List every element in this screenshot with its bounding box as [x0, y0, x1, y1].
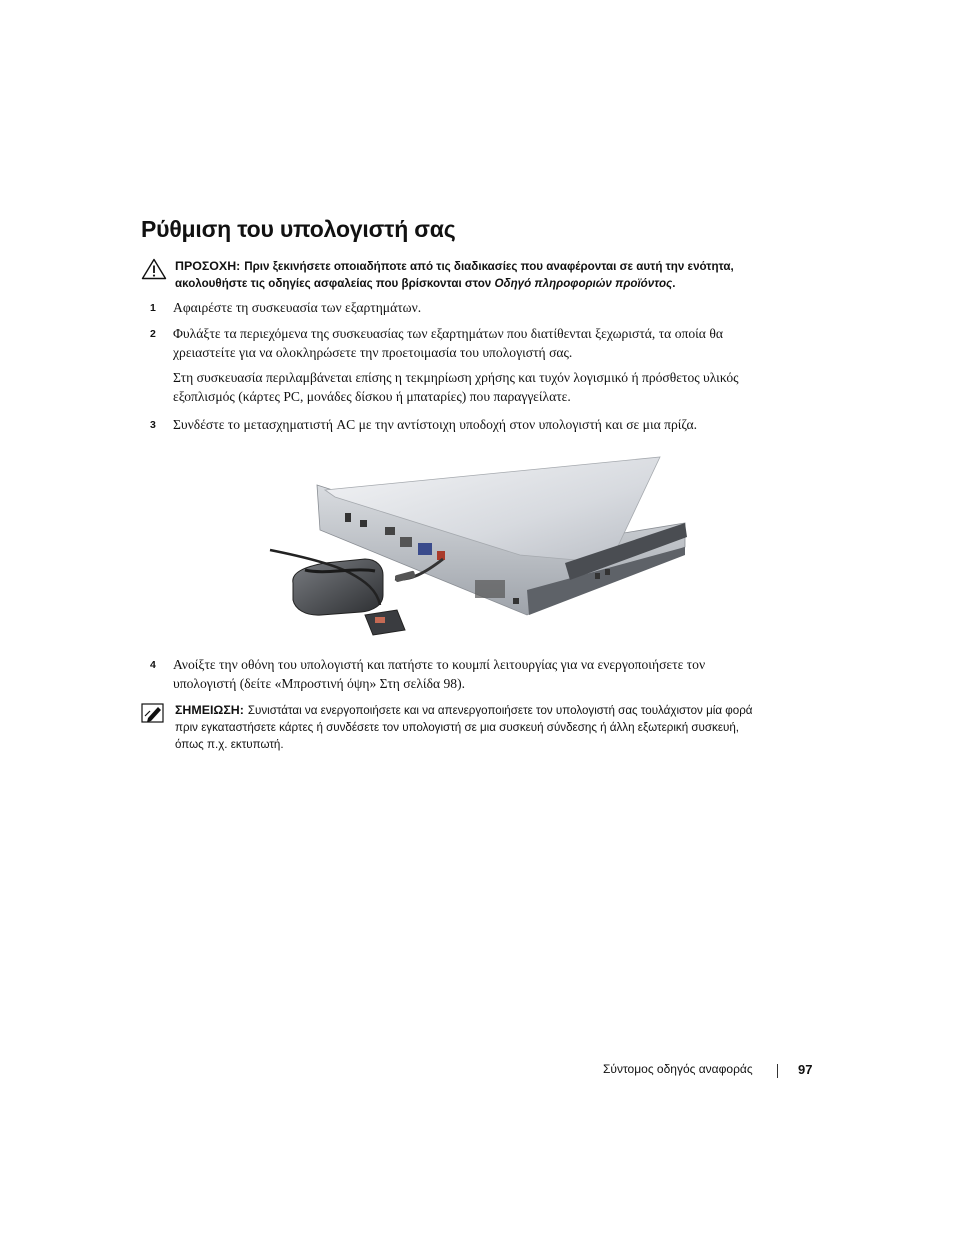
caution-doc-title: Οδηγό πληροφοριών προϊόντος: [494, 277, 673, 290]
step-2-line-1: Φυλάξτε τα περιεχόμενα της συσκευασίας των εξαρτημάτων που διατίθενται ξεχωριστά, τα οποία θα: [173, 326, 723, 341]
step-number: 1: [150, 302, 156, 314]
note-line-1: Συνιστάται να ενεργοποιήσετε και να απενεργοποιήσετε τον υπολογιστή σας τουλάχιστον μία φορά: [247, 704, 753, 717]
step-number: 2: [150, 328, 156, 340]
note-label: ΣΗΜΕΙΩΣΗ:: [175, 703, 244, 717]
step-2-extra-line-1: Στη συσκευασία περιλαμβάνεται επίσης η τεκμηρίωση χρήσης και τυχόν λογισμικό ή πρόσθετος υλικός: [173, 370, 739, 385]
page-number: 97: [798, 1062, 813, 1077]
caution-line-2-end: .: [672, 277, 676, 290]
caution-text: [175, 258, 825, 292]
step-2-text: [173, 324, 813, 362]
warning-triangle-icon: [141, 258, 167, 280]
step-1-text: [173, 298, 813, 317]
footer-doc-title: Σύντομος οδηγός αναφοράς: [603, 1062, 753, 1076]
footer-separator: [777, 1064, 778, 1078]
step-3-text: [173, 415, 813, 434]
step-4-line-1: Ανοίξτε την οθόνη του υπολογιστή και πατήστε το κουμπί λειτουργίας για να ενεργοποιήσετε τον: [173, 657, 706, 672]
note-text: [175, 702, 825, 753]
note-line-3: όπως π.χ. εκτυπωτή.: [175, 738, 284, 751]
note-notice: [141, 702, 831, 756]
step-2-line-2: χρειαστείτε για να ολοκληρώσετε την προετοιμασία του υπολογιστή σας.: [173, 345, 573, 360]
caution-line-1: Πριν ξεκινήσετε οποιαδήποτε από τις διαδικασίες που αναφέρονται σε αυτή την ενότητα,: [244, 260, 734, 273]
step-2-extra-line-2: εξοπλισμός (κάρτες PC, μονάδες δίσκου ή μπαταρίες) που παραγγείλατε.: [173, 389, 571, 404]
step-number: 4: [150, 659, 156, 671]
step-4-line-2: υπολογιστή (δείτε «Μπροστινή όψη» Στη σελίδα 98).: [173, 676, 466, 691]
step-1-line-1: Αφαιρέστε τη συσκευασία των εξαρτημάτων.: [173, 300, 422, 315]
caution-label: ΠΡΟΣΟΧΗ:: [175, 259, 241, 273]
pencil-note-icon: [141, 702, 167, 724]
step-number: 3: [150, 419, 156, 431]
laptop-ac-adapter-illustration: [265, 455, 690, 640]
caution-line-2: ακολουθήστε τις οδηγίες ασφαλείας που βρίσκονται στον: [175, 277, 495, 290]
step-2-extra-text: [173, 368, 813, 406]
page-title: Ρύθμιση του υπολογιστή σας: [141, 216, 456, 242]
caution-notice: [141, 258, 831, 294]
step-3-line-1: Συνδέστε το μετασχηματιστή AC με την αντίστοιχη υποδοχή στον υπολογιστή και σε μια πρίζα.: [173, 417, 698, 432]
step-4-text: [173, 655, 813, 693]
note-line-2: πριν εγκαταστήσετε κάρτες ή συνδέσετε τον υπολογιστή σε μια συσκευή σύνδεσης ή άλλη εξωτερική συσκευή,: [175, 721, 740, 734]
